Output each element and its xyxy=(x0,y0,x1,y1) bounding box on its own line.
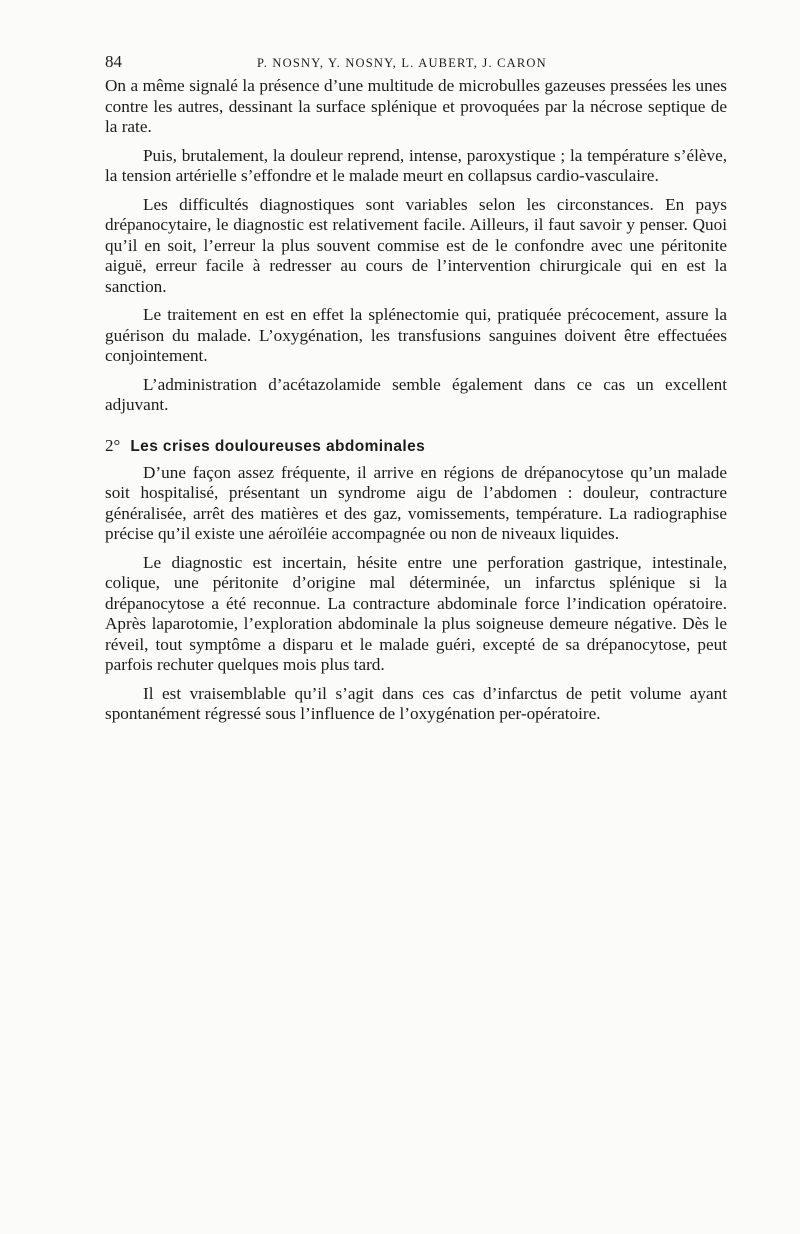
paragraph: Puis, brutalement, la douleur reprend, intense, paroxystique ; la température s’élève, la tension artérielle s’effondre et le malade meurt en collapsus cardio-vasculaire. xyxy=(105,145,727,185)
body-text xyxy=(105,76,727,725)
page-number: 84 xyxy=(105,52,122,71)
paragraph: Il est vraisemblable qu’il s’agit dans ces cas d’infarctus de petit volume ayant spontanément régressé sous l’influence de l’oxygénation per-opératoire. xyxy=(105,683,727,723)
paragraph: On a même signalé la présence d’une multitude de microbulles gazeuses pressées les unes contre les autres, dessinant la surface splénique et provoquées par la nécrose septique de la rate. xyxy=(105,76,727,136)
running-head-authors: P. NOSNY, Y. NOSNY, L. AUBERT, J. CARON xyxy=(257,56,547,70)
page xyxy=(105,50,727,733)
paragraph: Les difficultés diagnostiques sont variables selon les circonstances. En pays drépanocytaire, le diagnostic est relativement facile. Ailleurs, il faut savoir y penser. Quoi qu’il en soit, l’erreur la plus souvent commise est de le confondre avec une péritonite aiguë, erreur facile à redresser au cours de l’intervention chirurgicale qui en est la sanction. xyxy=(105,194,727,296)
section-heading xyxy=(105,436,727,457)
paragraph: L’administration d’acétazolamide semble également dans ce cas un excellent adjuvant. xyxy=(105,374,727,414)
section-number: 2° xyxy=(105,435,121,455)
running-head xyxy=(105,50,727,76)
section-title: Les crises douloureuses abdominales xyxy=(130,437,426,455)
paragraph: Le traitement en est en effet la splénectomie qui, pratiquée précocement, assure la guérison du malade. L’oxygénation, les transfusions sanguines doivent être effectuées conjointement. xyxy=(105,305,727,365)
paragraph: D’une façon assez fréquente, il arrive en régions de drépanocytose qu’un malade soit hospitalisé, présentant un syndrome aigu de l’abdomen : douleur, contracture généralisée, arrêt des matières et des gaz, vomissements, température. La radiographise précise qu’il existe une aéroïléie accompagnée ou non de niveaux liquides. xyxy=(105,462,727,543)
paragraph: Le diagnostic est incertain, hésite entre une perforation gastrique, intestinale, colique, une péritonite d’origine mal déterminée, un infarctus splénique si la drépanocytose a été reconnue. La contracture abdominale force l’indication opératoire. Après laparotomie, l’exploration abdominale la plus soigneuse demeure négative. Dès le réveil, tout symptôme a disparu et le malade guéri, excepté de sa drépanocytose, peut parfois rechuter quelques mois plus tard. xyxy=(105,552,727,674)
